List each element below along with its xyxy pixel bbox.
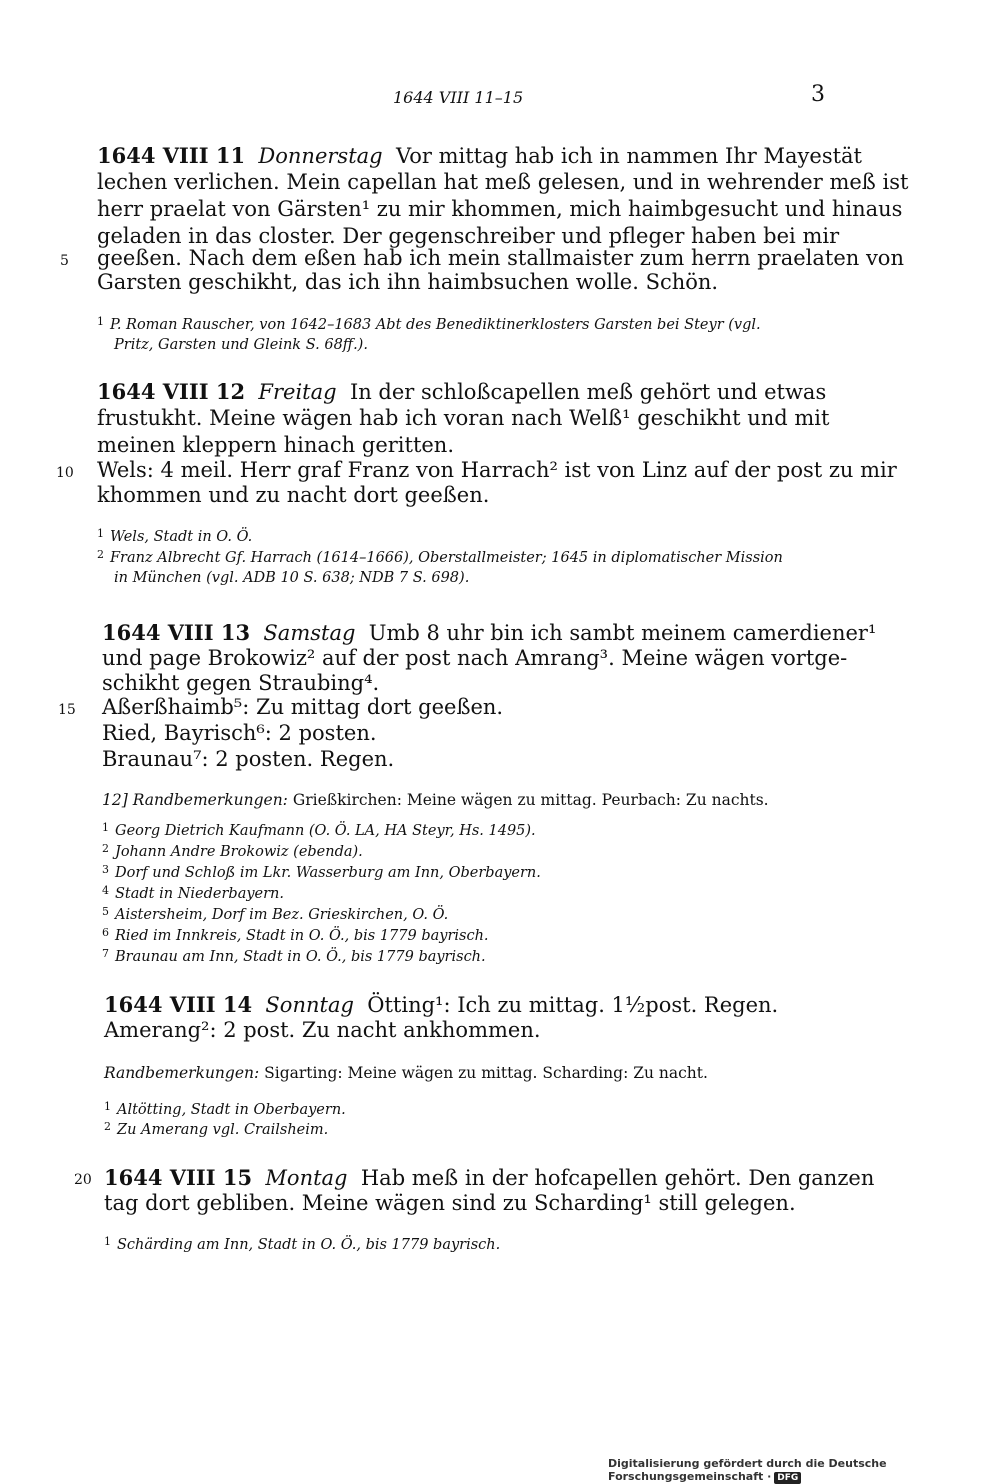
entry-line: Wels: 4 meil. Herr graf Franz von Harrach² ist von Linz auf der post zu mir: [97, 458, 897, 482]
footnote: $^2$ Franz Albrecht Gf. Harrach (1614–1666), Oberstallmeister; 1645 in diplomatischer Mission: [97, 548, 783, 566]
entry-line: herr praelat von Gärsten¹ zu mir khommen, mich haimbgesucht und hinaus: [97, 197, 903, 221]
entry-date: 1644 VIII 11: [97, 143, 246, 168]
entry-weekday: Sonntag: [265, 993, 354, 1017]
entry-text: In der schloßcapellen meß gehört und etwas: [349, 380, 827, 404]
entry-heading-line: [104, 1165, 874, 1191]
entry-line: tag dort gebliben. Meine wägen sind zu Scharding¹ still gelegen.: [104, 1191, 796, 1215]
margin-note: Randbemerkungen: Sigarting: Meine wägen zu mittag. Scharding: Zu nacht.: [104, 1064, 708, 1082]
footnote: $^1$ P. Roman Rauscher, von 1642–1683 Abt des Benediktinerklosters Garsten bei Steyr (vgl.: [97, 315, 761, 333]
footnote-continuation: Pritz, Garsten und Gleink S. 68ff.).: [114, 337, 368, 353]
entry-weekday: Montag: [265, 1166, 348, 1190]
entry-text: Ötting¹: Ich zu mittag. 1½post. Regen.: [367, 993, 779, 1017]
entry-line: Garsten geschikht, das ich ihn haimbsuchen wolle. Schön.: [97, 270, 719, 294]
entry-line: Ried, Bayrisch⁶: 2 posten.: [102, 721, 377, 745]
entry-line: frustukht. Meine wägen hab ich voran nach Welß¹ geschikht und mit: [97, 406, 830, 430]
entry-heading-line: [102, 620, 876, 646]
entry-date: 1644 VIII 12: [97, 379, 246, 404]
footnote: $^7$ Braunau am Inn, Stadt in O. Ö., bis 1779 bayrisch.: [102, 947, 486, 965]
entry-weekday: Donnerstag: [258, 144, 383, 168]
footnote: $^4$ Stadt in Niederbayern.: [102, 884, 284, 902]
footnote: $^3$ Dorf und Schloß im Lkr. Wasserburg am Inn, Oberbayern.: [102, 863, 541, 881]
entry-text: Umb 8 uhr bin ich sambt meinem camerdiener¹: [368, 621, 877, 645]
running-header: 1644 VIII 11–15: [393, 88, 524, 107]
digitization-note: Digitalisierung gefördert durch die Deutsche Forschungsgemeinschaft · DFG: [608, 1457, 887, 1483]
line-number: 20: [74, 1172, 92, 1188]
footnote: $^1$ Schärding am Inn, Stadt in O. Ö., bis 1779 bayrisch.: [104, 1235, 501, 1253]
entry-line: Amerang²: 2 post. Zu nacht ankhommen.: [104, 1018, 541, 1042]
line-number: 5: [60, 253, 69, 269]
footnote: $^5$ Aistersheim, Dorf im Bez. Grieskirchen, O. Ö.: [102, 905, 449, 923]
entry-date: 1644 VIII 13: [102, 620, 251, 645]
entry-line: meinen kleppern hinach geritten.: [97, 433, 455, 457]
entry-date: 1644 VIII 14: [104, 992, 253, 1017]
footnote: $^2$ Zu Amerang vgl. Crailsheim.: [104, 1120, 329, 1138]
dfg-logo-icon: DFG: [774, 1472, 801, 1484]
footnote: $^1$ Altötting, Stadt in Oberbayern.: [104, 1100, 346, 1118]
margin-note: 12] Randbemerkungen: Grießkirchen: Meine wägen zu mittag. Peurbach: Zu nachts.: [102, 791, 769, 809]
entry-weekday: Freitag: [258, 380, 337, 404]
line-number: 15: [58, 702, 76, 718]
footnote: $^2$ Johann Andre Brokowiz (ebenda).: [102, 842, 363, 860]
page-number: 3: [811, 82, 825, 107]
entry-heading-line: [104, 992, 778, 1018]
entry-text: Hab meß in der hofcapellen gehört. Den ganzen: [360, 1166, 875, 1190]
footnote: $^6$ Ried im Innkreis, Stadt in O. Ö., bis 1779 bayrisch.: [102, 926, 489, 944]
entry-line: geeßen. Nach dem eßen hab ich mein stallmaister zum herrn praelaten von: [97, 246, 904, 270]
entry-line: khommen und zu nacht dort geeßen.: [97, 483, 490, 507]
entry-line: schikht gegen Straubing⁴.: [102, 671, 380, 695]
entry-weekday: Samstag: [263, 621, 356, 645]
entry-line: Braunau⁷: 2 posten. Regen.: [102, 747, 395, 771]
entry-date: 1644 VIII 15: [104, 1165, 253, 1190]
line-number: 10: [56, 465, 74, 481]
footnote: $^1$ Wels, Stadt in O. Ö.: [97, 527, 253, 545]
entry-text: Vor mittag hab ich in nammen Ihr Mayestät: [395, 144, 862, 168]
entry-heading-line: [97, 143, 862, 169]
footnote: $^1$ Georg Dietrich Kaufmann (O. Ö. LA, HA Steyr, Hs. 1495).: [102, 821, 536, 839]
entry-line: Aßerßhaimb⁵: Zu mittag dort geeßen.: [102, 695, 504, 719]
entry-line: und page Brokowiz² auf der post nach Amrang³. Meine wägen vortge-: [102, 646, 848, 670]
footnote-continuation: in München (vgl. ADB 10 S. 638; NDB 7 S. 698).: [114, 570, 470, 586]
entry-heading-line: [97, 379, 826, 405]
entry-line: lechen verlichen. Mein capellan hat meß gelesen, und in wehrender meß ist: [97, 170, 909, 194]
entry-line: geladen in das closter. Der gegenschreiber und pfleger haben bei mir: [97, 224, 840, 248]
